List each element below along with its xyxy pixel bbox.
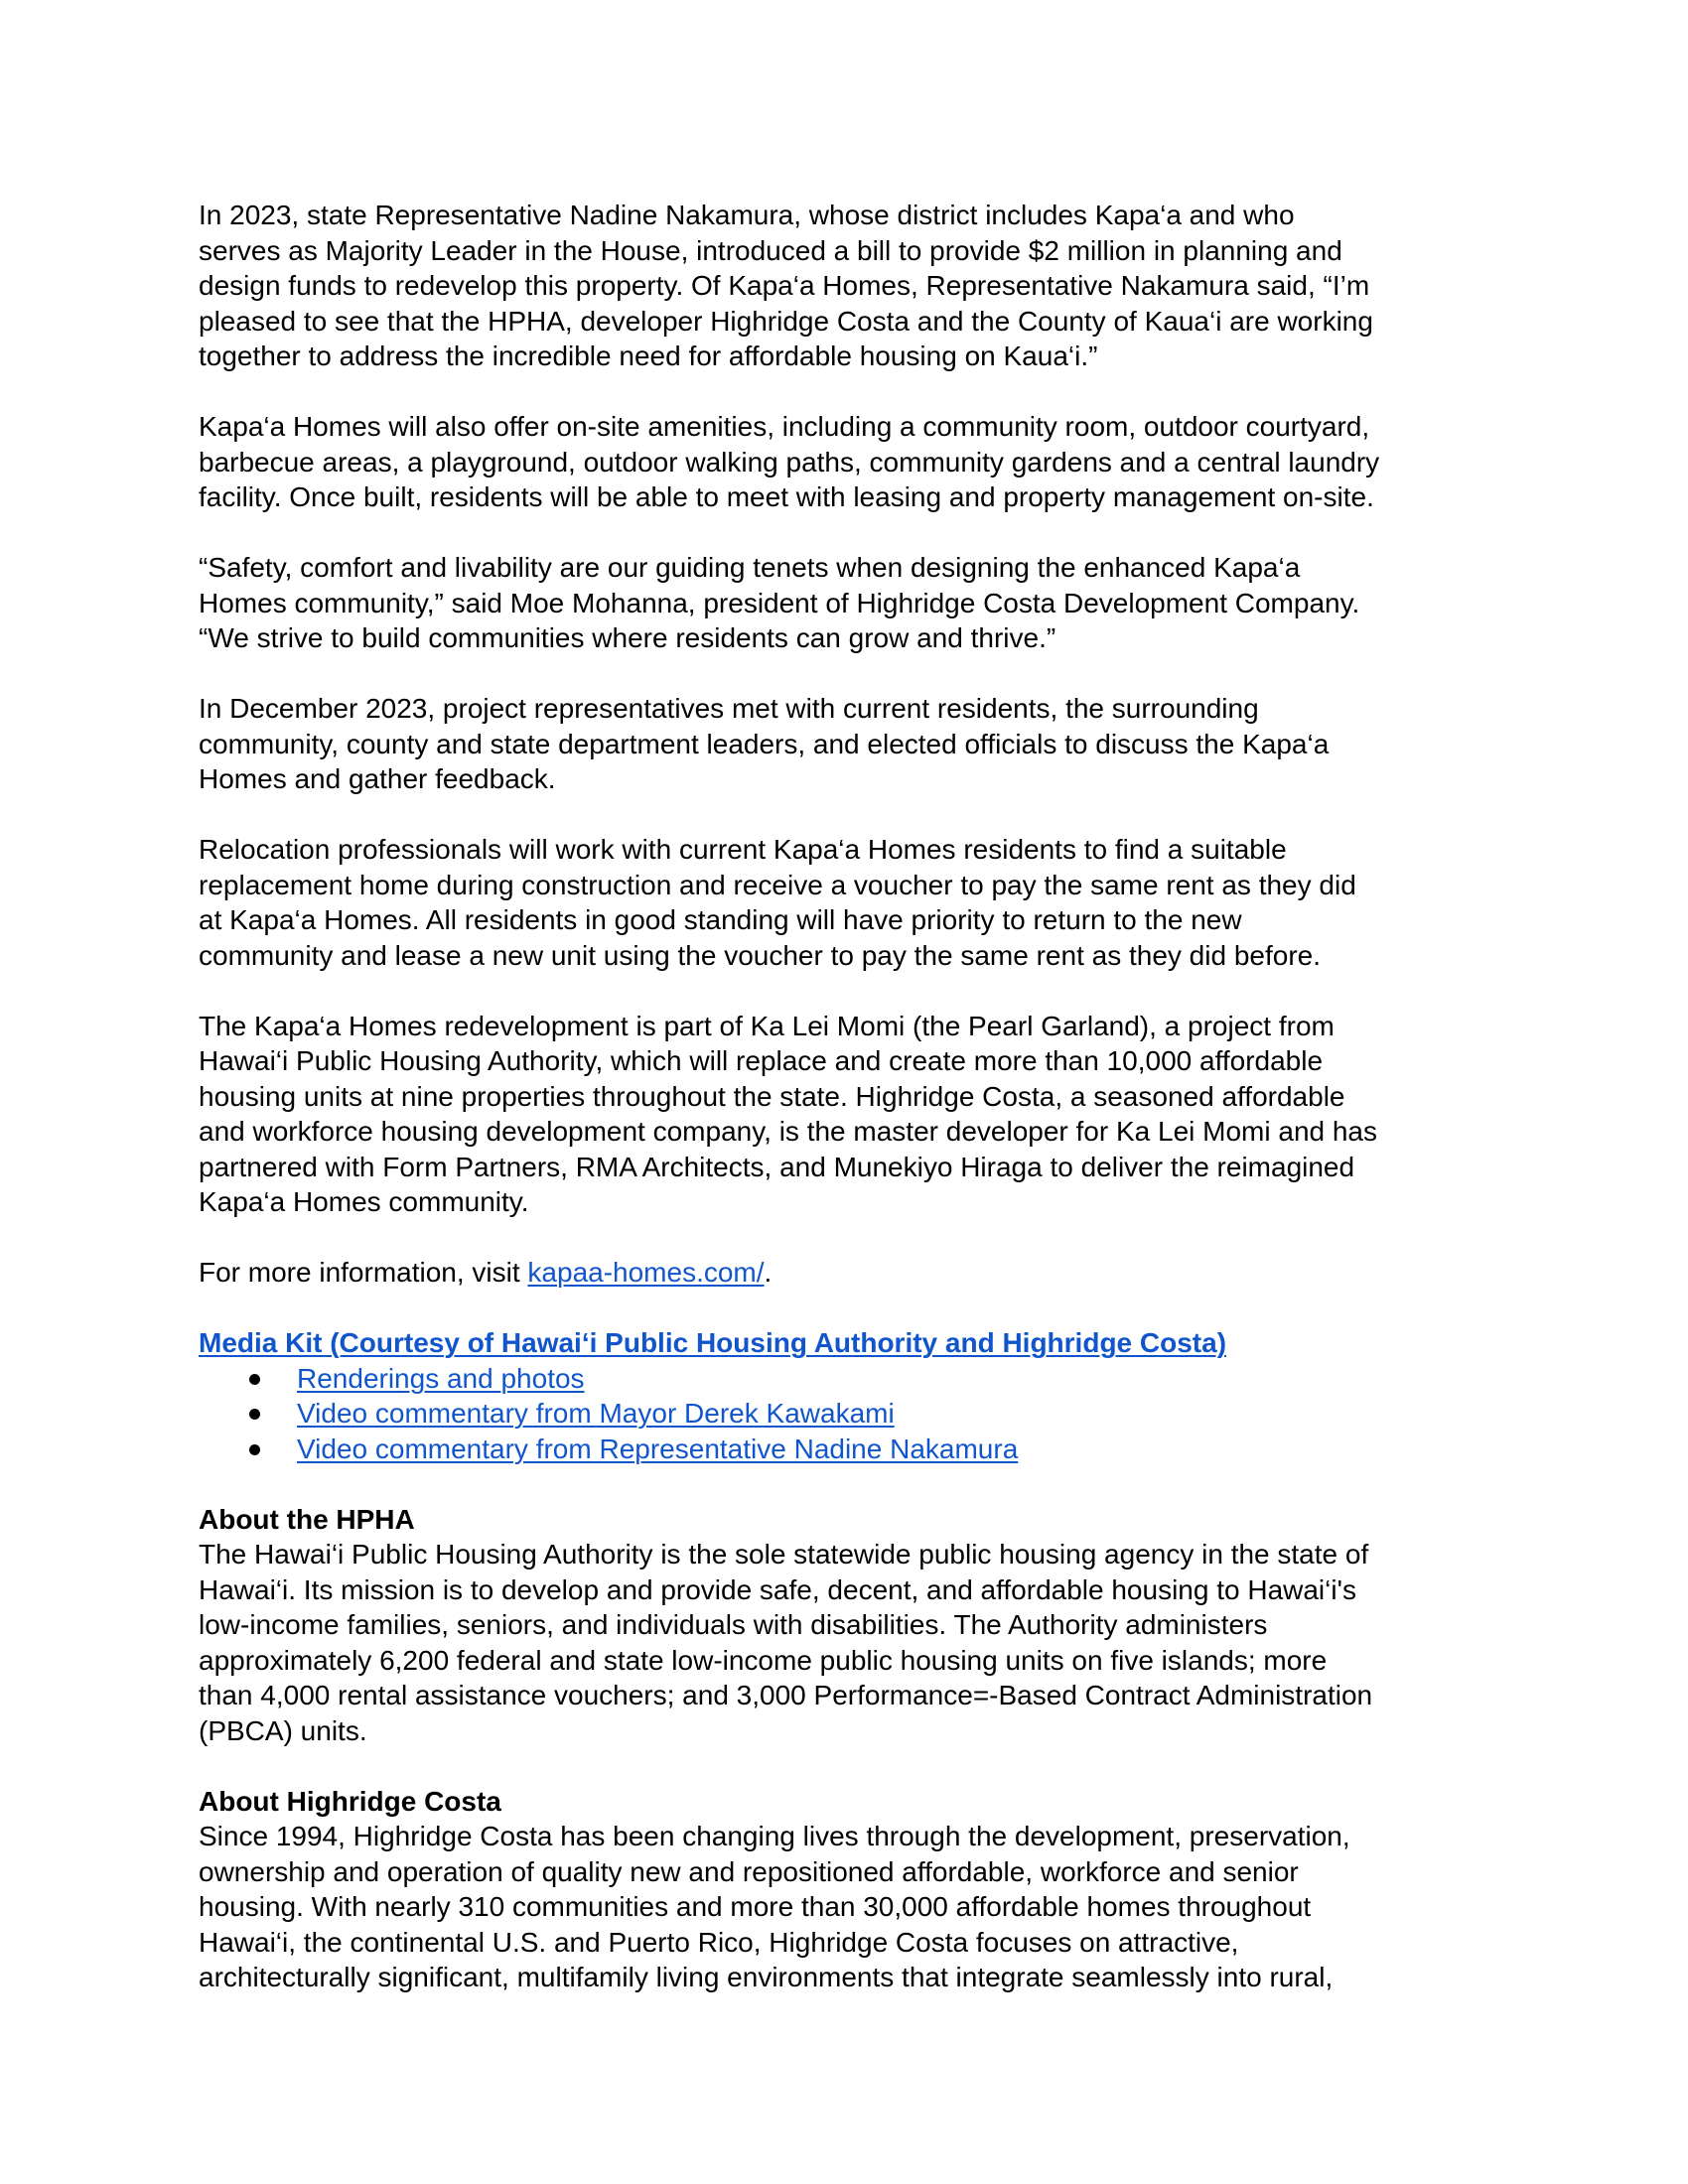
text-line: In December 2023, project representatives met with current residents, the surrounding <box>199 693 1259 724</box>
text-line: Hawai‘i Public Housing Authority, which will replace and create more than 10,000 affordable <box>199 1045 1324 1076</box>
bullet-icon <box>249 1374 260 1385</box>
paragraph-ka-lei-momi <box>199 1009 1509 1220</box>
text-line: “Safety, comfort and livability are our guiding tenets when designing the enhanced Kapa‘a <box>199 552 1301 583</box>
text-line: and workforce housing development company, is the master developer for Ka Lei Momi and has <box>199 1116 1378 1147</box>
bullet-icon <box>249 1409 260 1420</box>
text-line: Homes community,” said Moe Mohanna, president of Highridge Costa Development Company. <box>199 587 1360 618</box>
section-heading: About Highridge Costa <box>199 1785 501 1817</box>
paragraph-spacer <box>199 515 1509 551</box>
representative-video-link[interactable]: Video commentary from Representative Nadine Nakamura <box>297 1433 1019 1464</box>
paragraph-relocation <box>199 832 1509 973</box>
paragraph-spacer <box>199 1466 1509 1502</box>
renderings-photos-link[interactable]: Renderings and photos <box>297 1362 585 1394</box>
paragraph-spacer <box>199 656 1509 692</box>
text-line: The Kapa‘a Homes redevelopment is part of Ka Lei Momi (the Pearl Garland), a project from <box>199 1010 1335 1041</box>
paragraph-spacer <box>199 1291 1509 1326</box>
more-info-prefix: For more information, visit <box>199 1257 528 1288</box>
kapaa-homes-link[interactable]: kapaa-homes.com/ <box>527 1257 765 1288</box>
paragraph-spacer <box>199 1748 1509 1784</box>
text-line: Hawai‘i, the continental U.S. and Puerto Rico, Highridge Costa focuses on attractive, <box>199 1926 1239 1958</box>
text-line: Since 1994, Highridge Costa has been changing lives through the development, preservation, <box>199 1821 1350 1851</box>
text-line: “We strive to build communities where residents can grow and thrive.” <box>199 622 1056 653</box>
document-page <box>199 198 1509 1995</box>
paragraph-community-meeting <box>199 691 1509 797</box>
text-line: community, county and state department leaders, and elected officials to discuss the Kapa‘a <box>199 728 1330 759</box>
text-line: partnered with Form Partners, RMA Architects, and Munekiyo Hiraga to deliver the reimagined <box>199 1151 1355 1182</box>
media-kit-link[interactable]: Media Kit (Courtesy of Hawai‘i Public Housing Authority and Highridge Costa) <box>199 1327 1227 1358</box>
paragraph-spacer <box>199 973 1509 1009</box>
text-line: Hawai‘i. Its mission is to develop and provide safe, decent, and affordable housing to Hawai‘i's <box>199 1573 1356 1605</box>
text-line: than 4,000 rental assistance vouchers; and 3,000 Performance=-Based Contract Administration <box>199 1680 1373 1710</box>
text-line: (PBCA) units. <box>199 1714 367 1746</box>
more-info-suffix: . <box>764 1257 773 1288</box>
paragraph-spacer <box>199 1220 1509 1256</box>
bullet-icon <box>249 1444 260 1455</box>
text-line: replacement home during construction and receive a voucher to pay the same rent as they did <box>199 869 1356 900</box>
text-line: low-income families, seniors, and individuals with disabilities. The Authority administers <box>199 1609 1268 1640</box>
paragraph-spacer <box>199 374 1509 410</box>
text-line: at Kapa‘a Homes. All residents in good standing will have priority to return to the new <box>199 904 1242 935</box>
text-line: together to address the incredible need for affordable housing on Kaua‘i.” <box>199 341 1098 371</box>
section-heading: About the HPHA <box>199 1503 415 1535</box>
paragraph-mohanna-quote <box>199 550 1509 656</box>
text-line: housing. With nearly 310 communities and more than 30,000 affordable homes throughout <box>199 1891 1312 1922</box>
mayor-video-link[interactable]: Video commentary from Mayor Derek Kawakami <box>297 1398 895 1429</box>
paragraph-amenities <box>199 409 1509 515</box>
text-line: ownership and operation of quality new and repositioned affordable, workforce and senior <box>199 1855 1299 1887</box>
media-kit-item <box>199 1396 1509 1432</box>
text-line: design funds to redevelop this property. Of Kapa‘a Homes, Representative Nakamura said, “I’m <box>199 270 1370 301</box>
text-line: Homes and gather feedback. <box>199 763 556 794</box>
text-line: facility. Once built, residents will be able to meet with leasing and property management on-site. <box>199 481 1374 512</box>
text-line: In 2023, state Representative Nadine Nakamura, whose district includes Kapa‘a and who <box>199 200 1295 230</box>
text-line: pleased to see that the HPHA, developer Highridge Costa and the County of Kaua‘i are working <box>199 305 1373 337</box>
media-kit-item <box>199 1361 1509 1397</box>
text-line: serves as Majority Leader in the House, introduced a bill to provide $2 million in planning and <box>199 234 1342 266</box>
text-line: Relocation professionals will work with current Kapa‘a Homes residents to find a suitable <box>199 834 1287 865</box>
more-info-line <box>199 1255 1509 1291</box>
text-line: barbecue areas, a playground, outdoor walking paths, community gardens and a central laundry <box>199 446 1380 478</box>
about-highridge-section <box>199 1784 1509 1995</box>
text-line: community and lease a new unit using the voucher to pay the same rent as they did before. <box>199 939 1321 971</box>
text-line: The Hawai‘i Public Housing Authority is the sole statewide public housing agency in the state of <box>199 1539 1369 1570</box>
text-line: architecturally significant, multifamily living environments that integrate seamlessly into rural, <box>199 1962 1334 1992</box>
text-line: Kapa‘a Homes community. <box>199 1186 529 1217</box>
media-kit-list <box>199 1361 1509 1467</box>
paragraph-spacer <box>199 797 1509 833</box>
about-hpha-section <box>199 1502 1509 1749</box>
media-kit-item <box>199 1432 1509 1467</box>
paragraph-nakamura-bill <box>199 198 1509 374</box>
text-line: housing units at nine properties throughout the state. Highridge Costa, a seasoned affordable <box>199 1080 1345 1112</box>
text-line: Kapa‘a Homes will also offer on-site amenities, including a community room, outdoor courtyard, <box>199 411 1370 442</box>
text-line: approximately 6,200 federal and state low-income public housing units on five islands; more <box>199 1644 1328 1676</box>
media-kit-heading <box>199 1325 1509 1361</box>
